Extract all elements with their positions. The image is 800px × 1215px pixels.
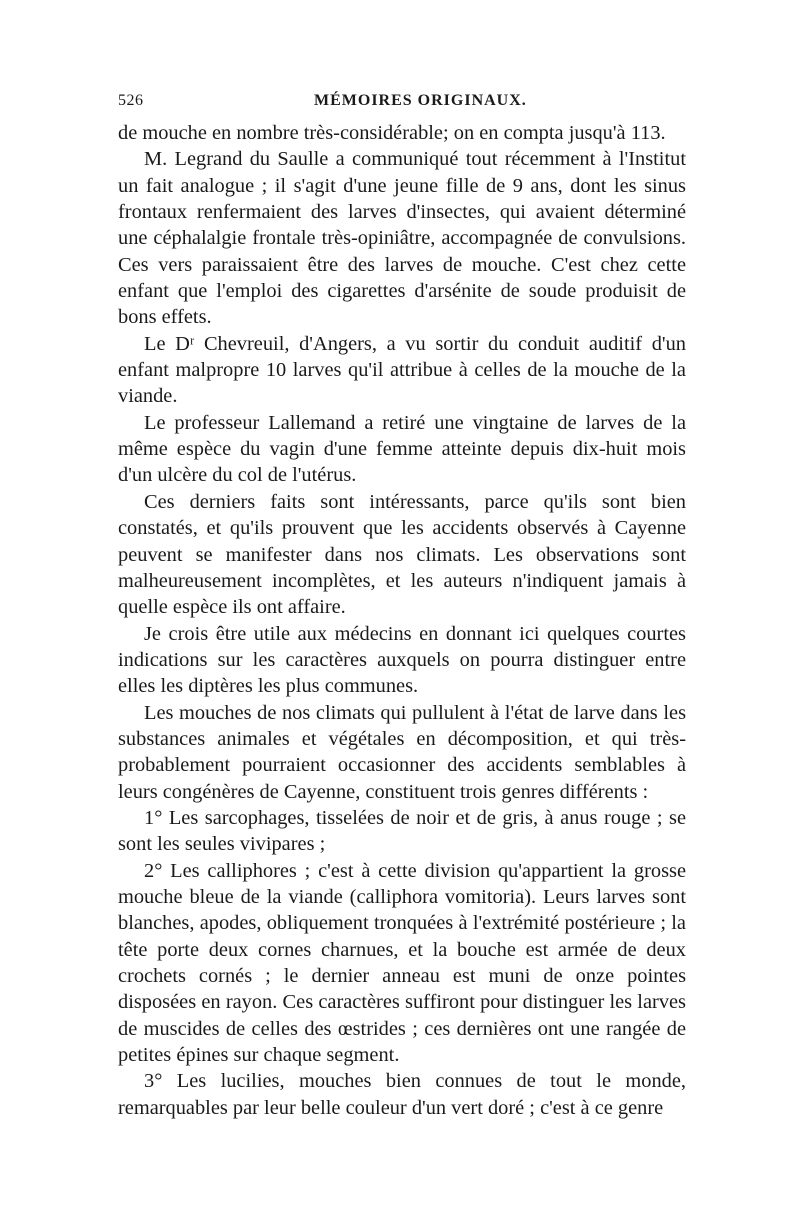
running-head: MÉMOIRES ORIGINAUX. xyxy=(314,92,527,109)
paragraph-continuation: de mouche en nombre très-considérable; on en compta jusqu'à 113. xyxy=(118,122,666,144)
page-header xyxy=(118,92,686,120)
paragraph-lucilies: 3° Les lucilies, mouches bien connues de tout le monde, remarquables par leur belle couleur d'un vert doré ; c'est à ce genre xyxy=(118,1070,686,1119)
body-text xyxy=(118,120,686,1121)
paragraph-indications: Je crois être utile aux médecins en donnant ici quelques courtes indications sur les caractères auxquels on pourra distinguer entre elles les diptères les plus communes. xyxy=(118,622,686,698)
paragraph-legrand: M. Legrand du Saulle a communiqué tout récemment à l'Institut un fait analogue ; il s'agit d'une jeune fille de 9 ans, dont les sinus frontaux renfermaient des larves d'insectes, qui avaient déterminé une céphalalgie frontale très-opiniâtre, accompagnée de convulsions. Ces vers paraissaient être des larves de mouche. C'est chez cette enfant que l'emploi des cigarettes d'arsénite de soude produisit de bons effets. xyxy=(118,148,686,329)
document-page xyxy=(118,92,686,1121)
page-number: 526 xyxy=(118,92,144,109)
paragraph-sarcophages: 1° Les sarcophages, tisselées de noir et de gris, à anus rouge ; se sont les seules vivipares ; xyxy=(118,806,686,856)
paragraph-observations: Ces derniers faits sont intéressants, parce qu'ils sont bien constatés, et qu'ils prouvent que les accidents observés à Cayenne peuvent se manifester dans nos climats. Les observations sont malheureusement incomplètes, et les auteurs n'indiquent jamais à quelle espèce ils ont affaire. xyxy=(118,490,686,619)
paragraph-chevreuil: Le Dʳ Chevreuil, d'Angers, a vu sortir du conduit auditif d'un enfant malpropre 10 larves qu'il attribue à celles de la mouche de la viande. xyxy=(118,332,686,408)
paragraph-mouches: Les mouches de nos climats qui pullulent à l'état de larve dans les substances animales et végétales en décomposition, et qui très-probablement pourraient occasionner des accidents semblables à leurs congénères de Cayenne, constituent trois genres différents : xyxy=(118,701,686,803)
paragraph-lallemand: Le professeur Lallemand a retiré une vingtaine de larves de la même espèce du vagin d'une femme atteinte depuis dix-huit mois d'un ulcère du col de l'utérus. xyxy=(118,411,686,487)
paragraph-calliphores: 2° Les calliphores ; c'est à cette division qu'appartient la grosse mouche bleue de la viande (calliphora vomitoria). Leurs larves sont blanches, apodes, obliquement tronquées à l'extrémité postérieure ; la tête porte deux cornes charnues, et la bouche est armée de deux crochets cornés ; le dernier anneau est muni de onze pointes disposées en rayon. Ces caractères suffiront pour distinguer les larves de muscides de celles des œstrides ; ces dernières ont une rangée de petites épines sur chaque segment. xyxy=(118,859,686,1067)
